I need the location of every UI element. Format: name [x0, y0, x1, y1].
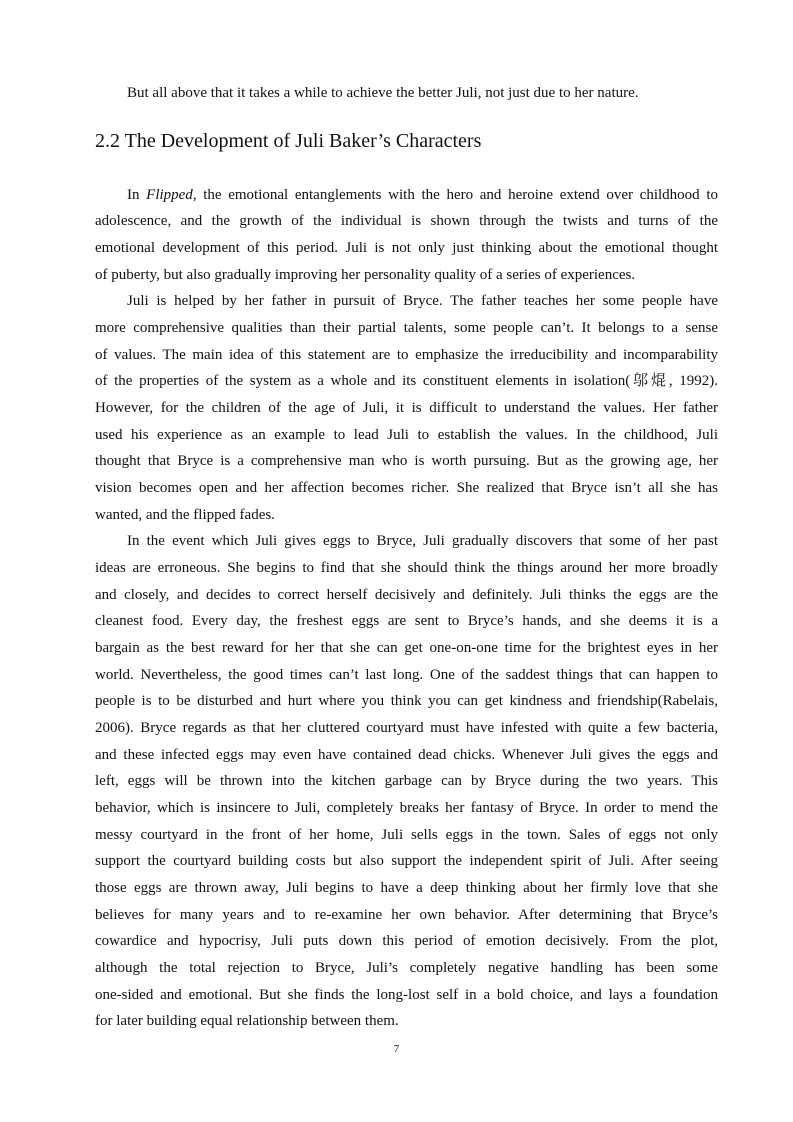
paragraph-2-line: wanted, and the flipped fades. [95, 507, 275, 523]
paragraph-2-line: However, for the children of the age of Juli, it is difficult to understand the values. Her father [95, 400, 718, 416]
paragraph-3-line: believes for many years and to re-examine her own behavior. After determining that Bryce’s [95, 907, 718, 923]
intro-line: But all above that it takes a while to achieve the better Juli, not just due to her nature. [127, 85, 639, 101]
paragraph-2-line: Juli is helped by her father in pursuit of Bryce. The father teaches her some people have [127, 293, 718, 309]
paragraph-1-line-1 [127, 185, 718, 205]
paragraph-1-suffix: , the emotional entanglements with the hero and heroine extend over childhood to [192, 187, 718, 203]
paragraph-3-line: world. Nevertheless, the good times can’t last long. One of the saddest things that can happen to [95, 667, 718, 683]
paragraph-3-line: messy courtyard in the front of her home, Juli sells eggs in the town. Sales of eggs not only [95, 827, 718, 843]
paragraph-3-line: In the event which Juli gives eggs to Bryce, Juli gradually discovers that some of her past [127, 533, 718, 549]
paragraph-2-line: of values. The main idea of this statement are to emphasize the irreducibility and incomparability [95, 347, 718, 363]
paragraph-3-line: cleanest food. Every day, the freshest eggs are sent to Bryce’s hands, and she deems it is a [95, 613, 718, 629]
paragraph-3-line: left, eggs will be thrown into the kitchen garbage can by Bryce during the two years. This [95, 773, 718, 789]
paragraph-3-line: ideas are erroneous. She begins to find that she should think the things around her more broadly [95, 560, 718, 576]
paragraph-3-line: one-sided and emotional. But she finds the long-lost self in a bold choice, and lays a foundation [95, 987, 718, 1003]
paragraph-3-line: and closely, and decides to correct herself decisively and definitely. Juli thinks the eggs are the [95, 587, 718, 603]
paragraph-3-line: those eggs are thrown away, Juli begins to have a deep thinking about her firmly love that she [95, 880, 718, 896]
paragraph-3-line: bargain as the best reward for her that she can get one-on-one time for the brightest eyes in her [95, 640, 718, 656]
book-title-flipped: Flipped [146, 187, 193, 203]
page-number: 7 [393, 1043, 400, 1055]
paragraph-3-line: 2006). Bryce regards as that her cluttered courtyard must have infested with quite a few bacteria, [95, 720, 718, 736]
paragraph-3-line: although the total rejection to Bryce, Juli’s completely negative handling has been some [95, 960, 718, 976]
paragraph-2-line: thought that Bryce is a comprehensive man who is worth pursuing. But as the growing age, her [95, 453, 718, 469]
paragraph-1-line-3: emotional development of this period. Juli is not only just thinking about the emotional thought [95, 240, 718, 256]
paragraph-1-line-4: of puberty, but also gradually improving her personality quality of a series of experiences. [95, 267, 636, 283]
paragraph-1-prefix: In [127, 187, 147, 203]
paragraph-3-line: for later building equal relationship between them. [95, 1013, 399, 1029]
paragraph-2-line: more comprehensive qualities than their partial talents, some people can’t. It belongs to a sense [95, 320, 718, 336]
paragraph-3-line: cowardice and hypocrisy, Juli puts down this period of emotion decisively. From the plot, [95, 933, 718, 949]
section-heading: 2.2 The Development of Juli Baker’s Characters [95, 130, 482, 152]
paragraph-3-line: people is to be disturbed and hurt where you think you can get kindness and friendship(Rabelais, [95, 693, 718, 709]
paragraph-2-line: used his experience as an example to lead Juli to establish the values. In the childhood, Juli [95, 427, 718, 443]
paragraph-3-line: support the courtyard building costs but also support the independent spirit of Juli. After seeing [95, 853, 718, 869]
paragraph-2-line: vision becomes open and her affection becomes richer. She realized that Bryce isn’t all she has [95, 480, 718, 496]
paragraph-3-line: and these infected eggs may even have contained dead chicks. Whenever Juli gives the eggs and [95, 747, 718, 763]
paragraph-2-line: of the properties of the system as a whole and its constituent elements in isolation(邬焜, 1992). [95, 373, 718, 389]
paragraph-3-line: behavior, which is insincere to Juli, completely breaks her fantasy of Bryce. In order to mend the [95, 800, 718, 816]
paragraph-1-line-2: adolescence, and the growth of the individual is shown through the twists and turns of the [95, 213, 718, 229]
